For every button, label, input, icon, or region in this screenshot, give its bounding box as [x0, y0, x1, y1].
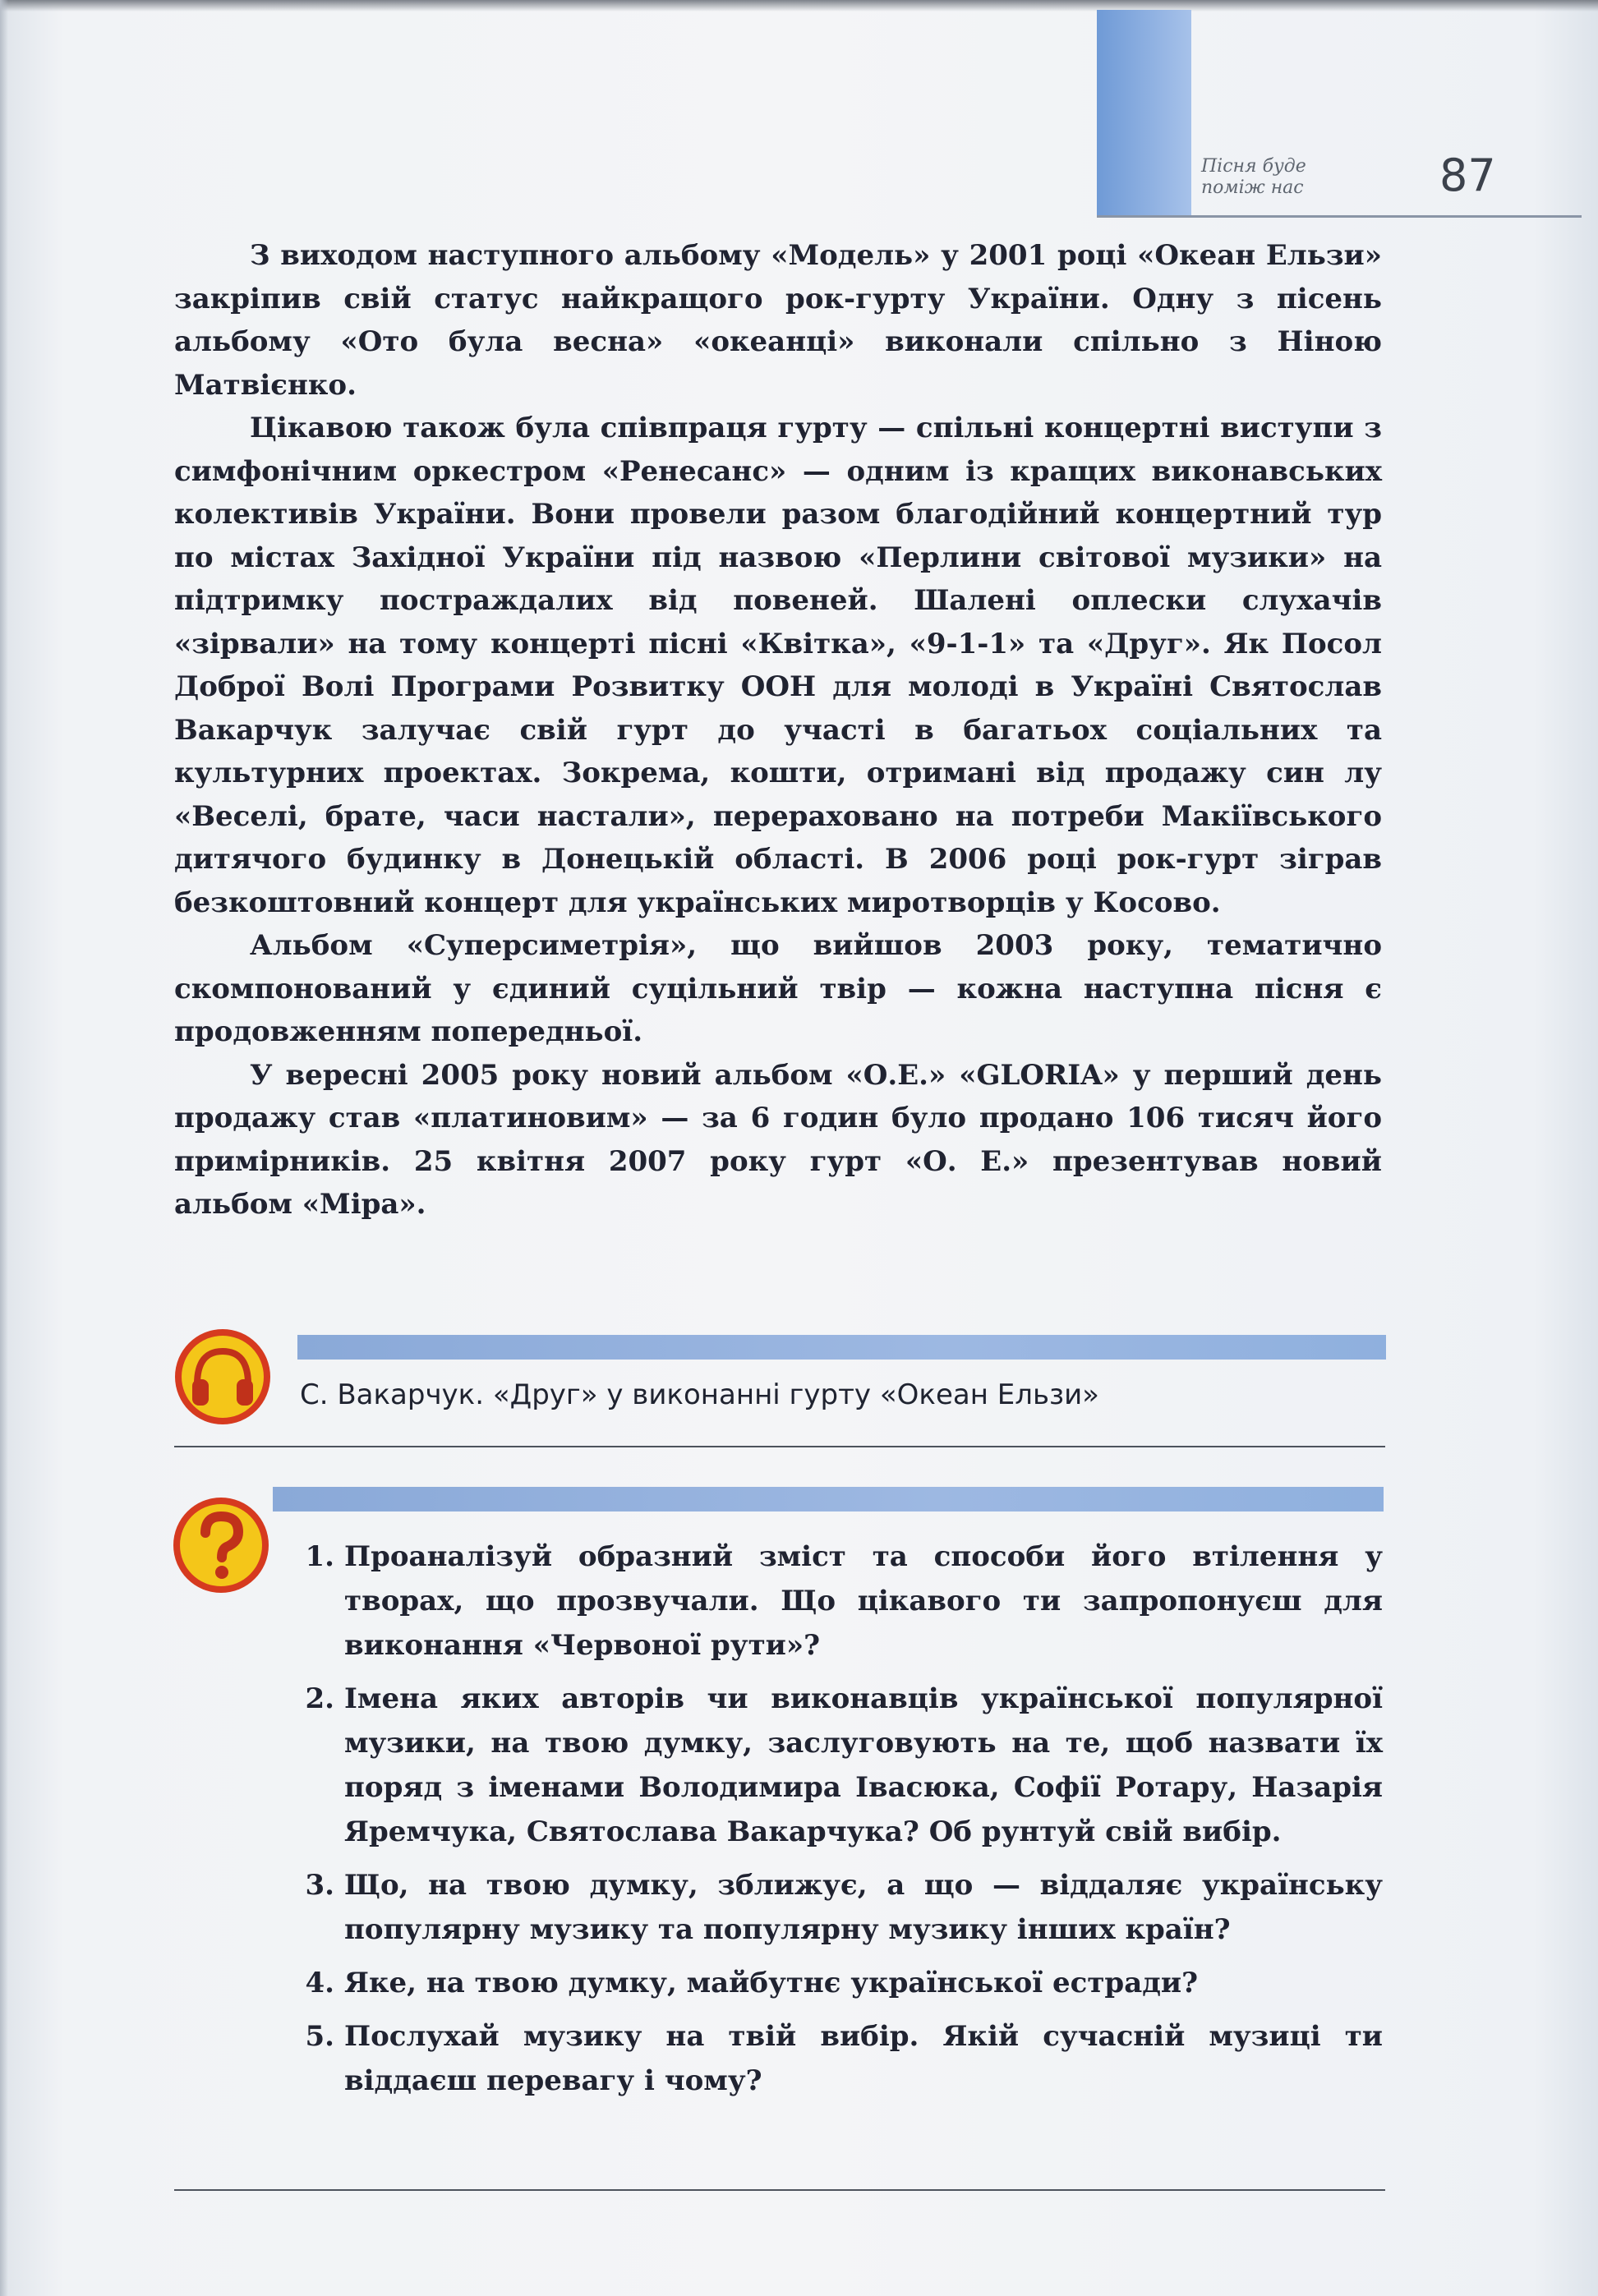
running-head-line-2: поміж нас: [1201, 177, 1304, 198]
top-shadow: [0, 0, 1598, 12]
question-item: [283, 2014, 1383, 2103]
main-text: [174, 234, 1382, 1226]
running-head: [1201, 156, 1365, 199]
question-number: 3.: [305, 1869, 334, 1902]
question-number: 1.: [305, 1540, 334, 1573]
listen-track-label: С. Вакарчук. «Друг» у виконанні гурту «Океан Ельзи»: [300, 1378, 1099, 1411]
paragraph: З виходом наступного альбому «Модель» у 2001 році «Океан Ельзи» закріпив свій статус найкращого рок-гурту України. Одну з пісень альбому «Ото була весна» «океанці» виконали спільно з Ніною Матвієнко.: [174, 239, 1382, 402]
question-item: [283, 1677, 1383, 1854]
question-mark-icon: [171, 1495, 271, 1595]
question-number: 4.: [305, 1967, 334, 1999]
bottom-rule: [174, 2189, 1385, 2191]
page-left-edge: [0, 0, 8, 2296]
questions-section-bar: [273, 1487, 1384, 1511]
paragraph: У вересні 2005 року новий альбом «О.Е.» «GLORIA» у перший день продажу став «платиновим» — за 6 годин було продано 106 тисяч його примірників. 25 квітня 2007 року гурт «О. Е.» презентував новий альбом «Міра».: [174, 1058, 1382, 1221]
headphones-icon: [173, 1327, 273, 1427]
question-text: Імена яких авторів чи виконавців української популярної музики, на твою думку, заслуговують на те, щоб назвати їх поряд з іменами Володимира Івасюка, Софії Ротару, Назарія Яремчука, Святослава Вакарчука? Об рунтуй свій вибір.: [344, 1682, 1383, 1848]
header-rule: [1097, 215, 1582, 218]
question-item: [283, 1961, 1383, 2005]
questions-list: [283, 1535, 1383, 2112]
listen-section-bar: [297, 1335, 1386, 1360]
header-blue-tab: [1097, 10, 1191, 215]
question-number: 5.: [305, 2020, 334, 2053]
listen-section-rule: [174, 1446, 1385, 1447]
running-head-line-1: Пісня буде: [1201, 156, 1306, 177]
question-text: Що, на твою думку, зближує, а що — віддаляє українську популярну музику та популярну музику інших країн?: [344, 1869, 1383, 1946]
paragraph: Цікавою також була співпраця гурту — спільні концертні виступи з симфонічним оркестром «Ренесанс» — одним із кращих виконавських колективів України. Вони провели разом благодійний концертний тур по містах Західної України під назвою «Перлини світової музики» на підтримку постраждалих від повеней. Шалені оплески слухачів «зірвали» на тому концерті пісні «Квітка», «9-1-1» та «Друг». Як Посол Доброї Волі Програми Розвитку ООН для молоді в Україні Святослав Вакарчук залучає свій гурт до участі в багатьох соціальних та культурних проектах. Зокрема, кошти, отримані від продажу син лу «Веселі, брате, часи настали», перераховано на потреби Макіївського дитячого будинку в Донецькій області. В 2006 році рок-гурт зіграв безкоштовний концерт для українських миротворців у Косово.: [174, 412, 1382, 919]
paragraph: Альбом «Суперсиметрія», що вийшов 2003 року, тематично скомпонований у єдиний суцільний твір — кожна наступна пісня є продовженням попередньої.: [174, 929, 1382, 1048]
question-item: [283, 1535, 1383, 1668]
question-text: Яке, на твою думку, майбутнє української естради?: [344, 1967, 1199, 1999]
page-number: 87: [1439, 150, 1496, 201]
question-number: 2.: [305, 1682, 334, 1715]
question-text: Проаналізуй образний зміст та способи його втілення у творах, що прозвучали. Що цікавого ти запропонуєш для виконання «Червоної рути»?: [344, 1540, 1383, 1662]
question-item: [283, 1863, 1383, 1952]
question-text: Послухай музику на твій вибір. Якій сучасній музиці ти віддаєш перевагу і чому?: [344, 2020, 1383, 2097]
